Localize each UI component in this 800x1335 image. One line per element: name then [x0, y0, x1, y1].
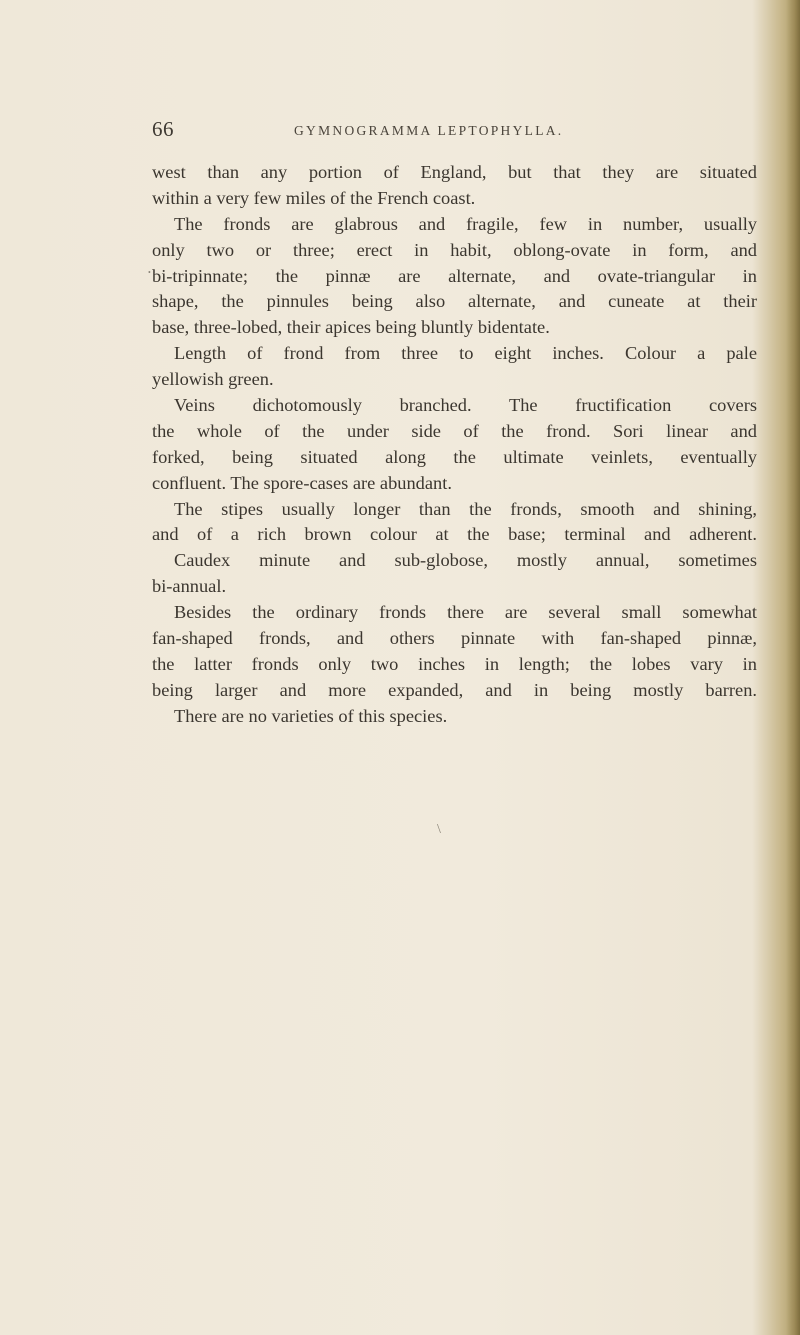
text-line: fan-shaped fronds, and others pinnate with fan-shaped pinnæ,: [152, 628, 757, 649]
text-line: confluent. The spore-cases are abundant.: [152, 472, 452, 493]
text-line: Caudex minute and sub-globose, mostly annual, sometimes: [174, 550, 757, 571]
text-line: base, three-lobed, their apices being bluntly bidentate.: [152, 317, 550, 338]
running-title: GYMNOGRAMMA LEPTOPHYLLA.: [294, 123, 564, 138]
text-line: and of a rich brown colour at the base; terminal and adherent.: [152, 524, 757, 545]
text-line: Length of frond from three to eight inches. Colour a pale: [174, 343, 757, 364]
text-line: west than any portion of England, but that they are situated: [152, 162, 757, 182]
page-number: 66: [152, 117, 174, 141]
text-line: Veins dichotomously branched. The fructification covers: [174, 395, 757, 416]
text-line: shape, the pinnules being also alternate, and cuneate at their: [152, 291, 757, 312]
text-line: The stipes usually longer than the fronds, smooth and shining,: [174, 498, 757, 519]
body-text: [152, 160, 757, 730]
running-head: [152, 117, 712, 147]
text-line: within a very few miles of the French coast.: [152, 187, 476, 208]
paper-blemish: \: [437, 822, 441, 837]
text-line: Besides the ordinary fronds there are several small somewhat: [174, 602, 757, 623]
text-line: There are no varieties of this species.: [174, 705, 448, 726]
text-line: being larger and more expanded, and in being mostly barren.: [152, 679, 757, 700]
text-line: only two or three; erect in habit, oblong-ovate in form, and: [152, 239, 757, 260]
text-line: The fronds are glabrous and fragile, few in number, usually: [174, 213, 757, 234]
text-line: forked, being situated along the ultimate veinlets, eventually: [152, 446, 757, 467]
paper-speck: •: [148, 268, 151, 277]
text-line: bi-annual.: [152, 576, 227, 597]
text-line: bi-tripinnate; the pinnæ are alternate, and ovate-triangular in: [152, 265, 757, 286]
text-line: the whole of the under side of the frond. Sori linear and: [152, 420, 757, 441]
text-line: the latter fronds only two inches in length; the lobes vary in: [152, 653, 757, 674]
page-edge-shadow: [786, 0, 800, 1335]
text-line: yellowish green.: [152, 369, 274, 390]
